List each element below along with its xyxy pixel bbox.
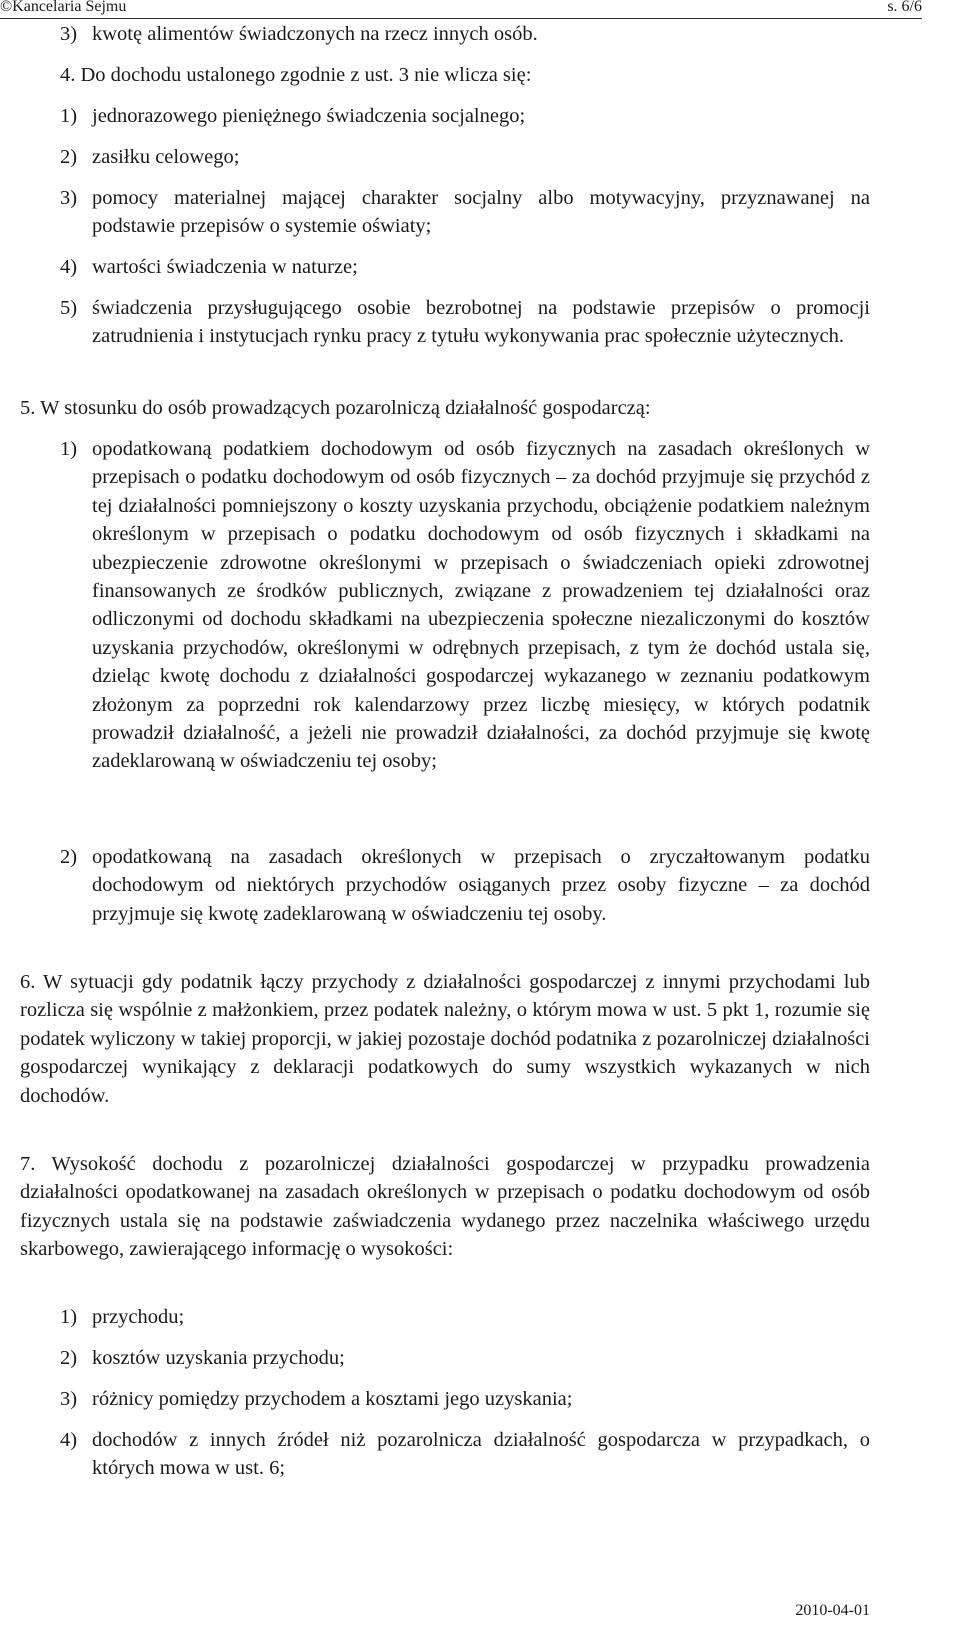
item-text: pomocy materialnej mającej charakter socjalny albo motywacyjny, przyznawanej na podstawie przepisów o systemie oświaty;: [92, 187, 870, 238]
list-item: [60, 184, 870, 241]
list-item: [60, 294, 870, 351]
paragraph-ust-7: 7. Wysokość dochodu z pozarolniczej działalności gospodarczej w przypadku prowadzenia działalności opodatkowanej na zasadach określonych w przepisach o podatku dochodowym od osób fizycznych ustala się na podstawie zaświadczenia wydanego przez naczelnika właściwego urzędu skarbowego, zawierającego informację o wysokości:: [20, 1153, 870, 1261]
list-item: [60, 20, 870, 48]
item-text: przychodu;: [92, 1306, 185, 1328]
item-label: 1): [60, 105, 78, 127]
item-label: 1): [60, 1306, 78, 1328]
item-label: 4): [60, 256, 78, 278]
list-item: [60, 102, 870, 130]
footer-date: 2010-04-01: [795, 1602, 870, 1619]
item-text: kwotę alimentów świadczonych na rzecz innych osób.: [92, 23, 538, 45]
item-text: opodatkowaną podatkiem dochodowym od osób fizycznych na zasadach określonych w przepisach o podatku dochodowym od osób fizycznych – za dochód przyjmuje się przychód z tej działalności pomniejszony o koszty uzyskania przychodu, obciążenie podatkiem należnym określonym w przepisach o podatku dochodowym od osób fizycznych i składkami na ubezpieczenie zdrowotne określonymi w przepisach o świadczeniach opieki zdrowotnej finansowanych ze środków publicznych, związane z prowadzeniem tej działalności oraz odliczonymi od dochodu składkami na ubezpieczenia społeczne niezaliczonymi do kosztów uzyskania przychodów, określonymi w odrębnych przepisach, z tym że dochód ustala się, dzieląc kwotę dochodu z działalności gospodarczej wykazanego w zeznaniu podatkowym złożonym za poprzedni rok kalendarzowy przez liczbę miesięcy, w których podatnik prowadził działalność, a jeżeli nie prowadził działalności, za dochód przyjmuje się kwotę zadeklarowaną w oświadczeniu tej osoby;: [92, 438, 870, 773]
item-label: 2): [60, 1347, 78, 1369]
paragraph-ust-4: 4. Do dochodu ustalonego zgodnie z ust. 3 nie wlicza się:: [60, 64, 532, 86]
header-source: ©Kancelaria Sejmu: [0, 0, 127, 15]
list-item: [60, 1426, 870, 1483]
paragraph-ust-5: 5. W stosunku do osób prowadzących pozarolniczą działalność gospodarczą:: [20, 397, 651, 419]
item-text: wartości świadczenia w naturze;: [92, 256, 358, 278]
item-text: zasiłku celowego;: [92, 146, 240, 168]
item-text: kosztów uzyskania przychodu;: [92, 1347, 345, 1369]
list-item: [60, 143, 870, 171]
item-label: 2): [60, 146, 78, 168]
item-label: 5): [60, 297, 78, 319]
item-label: 3): [60, 23, 78, 45]
item-label: 4): [60, 1429, 78, 1451]
header-page-number: s. 6/6: [887, 0, 922, 15]
item-text: różnicy pomiędzy przychodem a kosztami jego uzyskania;: [92, 1388, 573, 1410]
item-label: 3): [60, 187, 78, 209]
item-label: 3): [60, 1388, 78, 1410]
list-item: [60, 843, 870, 928]
header-divider: [0, 18, 922, 19]
list-item: [60, 1344, 870, 1372]
paragraph-ust-6: 6. W sytuacji gdy podatnik łączy przychody z działalności gospodarczej z innymi przychodami lub rozlicza się wspólnie z małżonkiem, przez podatek należny, o którym mowa w ust. 5 pkt 1, rozumie się podatek wyliczony w takiej proporcji, w jakiej pozostaje dochód podatnika z pozarolniczej działalności gospodarczej wynikający z deklaracji podatkowych do sumy wszystkich wykazanych w nich dochodów.: [20, 971, 870, 1107]
item-text: jednorazowego pieniężnego świadczenia socjalnego;: [92, 105, 526, 127]
item-text: opodatkowaną na zasadach określonych w przepisach o zryczałtowanym podatku dochodowym od niektórych przychodów osiąganych przez osoby fizyczne – za dochód przyjmuje się kwotę zadeklarowaną w oświadczeniu tej osoby.: [92, 846, 870, 925]
item-label: 1): [60, 438, 78, 460]
item-text: dochodów z innych źródeł niż pozarolnicza działalność gospodarcza w przypadkach, o których mowa w ust. 6;: [92, 1429, 870, 1480]
list-item: [60, 435, 870, 776]
item-label: 2): [60, 846, 78, 868]
list-item: [60, 253, 870, 281]
list-item: [60, 1303, 870, 1331]
list-item: [60, 1385, 870, 1413]
item-text: świadczenia przysługującego osobie bezrobotnej na podstawie przepisów o promocji zatrudnienia i instytucjach rynku pracy z tytułu wykonywania prac społecznie użytecznych.: [92, 297, 870, 348]
